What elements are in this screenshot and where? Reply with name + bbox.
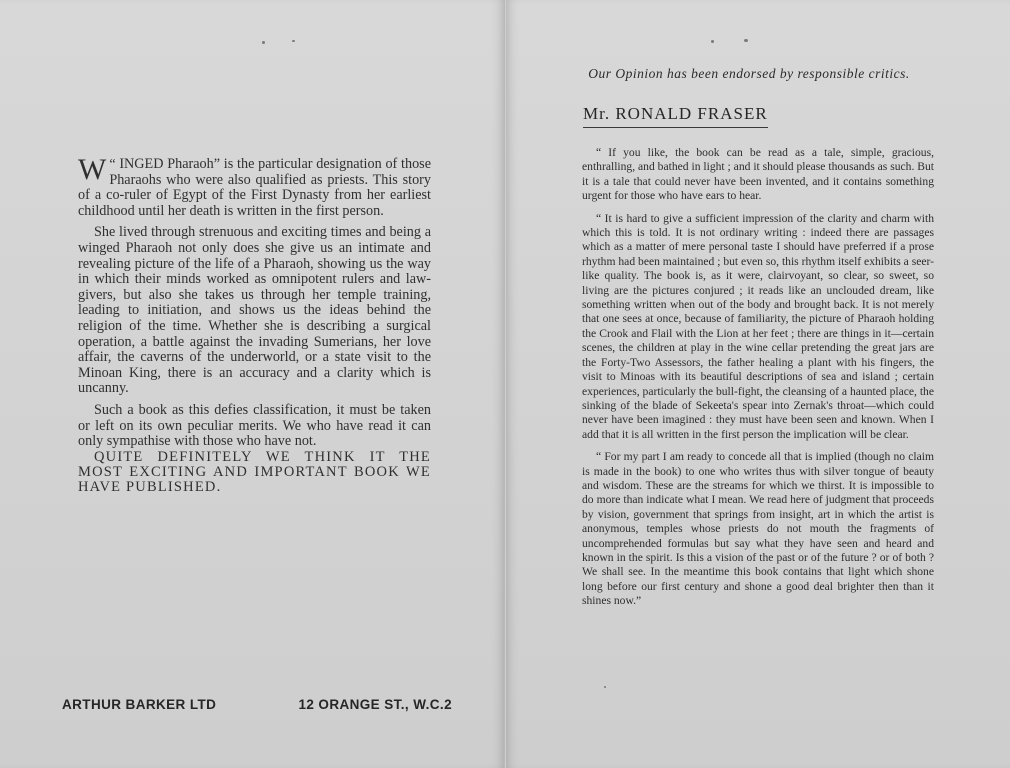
endorsement-tagline: Our Opinion has been endorsed by responsible critics. [588, 66, 910, 81]
description-paragraph-3 [78, 403, 431, 495]
paper-speck [292, 40, 295, 42]
critic-heading: Mr. RONALD FRASER [583, 104, 768, 128]
paragraph-text: INGED Pharaoh” is the particular designation of those Pharaohs who were also qualified as priests. This story of a co-ruler of Egypt of the First Dynasty from her earliest childhood until her death is written in the first person. [78, 156, 431, 219]
paper-speck [604, 686, 606, 688]
emphasis-statement: QUITE DEFINITELY WE THINK IT THE MOST EXCITING AND IMPORTANT BOOK WE HAVE PUBLISHED. [78, 448, 431, 495]
paragraph-text: Such a book as this defies classification, it must be taken or left on its own peculiar merits. We who have read it can only sympathise with those who have not. [78, 401, 431, 450]
description-paragraph-1 [78, 153, 431, 219]
critic-review [582, 146, 934, 617]
paper-speck [262, 41, 265, 44]
paragraph-text: She lived through strenuous and exciting times and being a winged Pharaoh not only does she give us an intimate and revealing picture of the life of a Pharaoh, showing us the way in which their minds worked as omnipotent rulers and law-givers, but also she takes us through her temple training, leading to initiation, and shows us the ideas behind the religion of the time. Whether she is describing a surgical operation, a battle against the invading Sumerians, her love affair, the caverns of the underworld, or a state visit to the Minoan King, there is an accuracy and a clarity which is uncanny. [78, 224, 431, 397]
open-quote: “ [109, 157, 116, 172]
book-description [78, 153, 431, 501]
review-paragraph-2: “ It is hard to give a sufficient impression of the clarity and charm with which this is told. It is not ordinary writing : indeed there are passages which as a matter of mere personal taste I should have preferred if a prose rhythm had been maintained ; but even so, this rhythm itself exhibits a seer-like quality. The book is, as it were, clairvoyant, so clear, so sweet, so living are the pictures conjured ; it reads like an unclouded dream, like something written when out of the body and brought back. It is not merely that one sees at once, because of familiarity, the picture of Pharaoh holding the Crook and Flail with the Lion at her feet ; there are things in it—certain scenes, the children at play in the wine cellar pretending the great jars are the Forty-Two Assessors, the father healing a plant with his fingers, the visit to Minoas with its beautiful descriptions of sea and island ; certain experiences, particularly the bull-fight, the cleansing of a haunted place, the sinking of the blade of Sekeeta's spear into Zernak's throat—which could never have been imagined : they must have been seen and known. When I add that it is all written in the first person the implication will be clear. [582, 211, 935, 441]
right-page [506, 0, 1010, 768]
publisher-name: ARTHUR BARKER LTD [62, 697, 217, 712]
review-paragraph-3: “ For my part I am ready to concede all that is implied (though no claim is made in the book) to one who writes thus with silver tongue of beauty and wisdom. These are the streams for which we thirst. It is impossible to do more than indicate what I mean. We read here of judgment that proceeds by vision, government that springs from insight, art in which the artist is anonymous, temples whose priests do not mouth the fragments of uncomprehended formulas but say what they have seen and heard and known in the spirit. Is this a vision of the past or of the future ? or of both ? We shall see. In the meantime this book contains that light which shone long before our first century and shone a good deal brighter then than it shines now.” [582, 450, 934, 608]
publisher-address: 12 ORANGE ST., W.C.2 [298, 697, 452, 712]
description-paragraph-2 [78, 225, 431, 397]
paper-speck [744, 39, 748, 42]
drop-cap: W [78, 153, 107, 186]
paper-speck [711, 40, 714, 43]
review-paragraph-1: “ If you like, the book can be read as a tale, simple, gracious, enthralling, and bathed in light ; and it should please thousands as such. But it is a tale that could never have been invented, and it contains something urgent for those who have ears to hear. [582, 146, 934, 203]
publisher-footer [62, 697, 452, 712]
